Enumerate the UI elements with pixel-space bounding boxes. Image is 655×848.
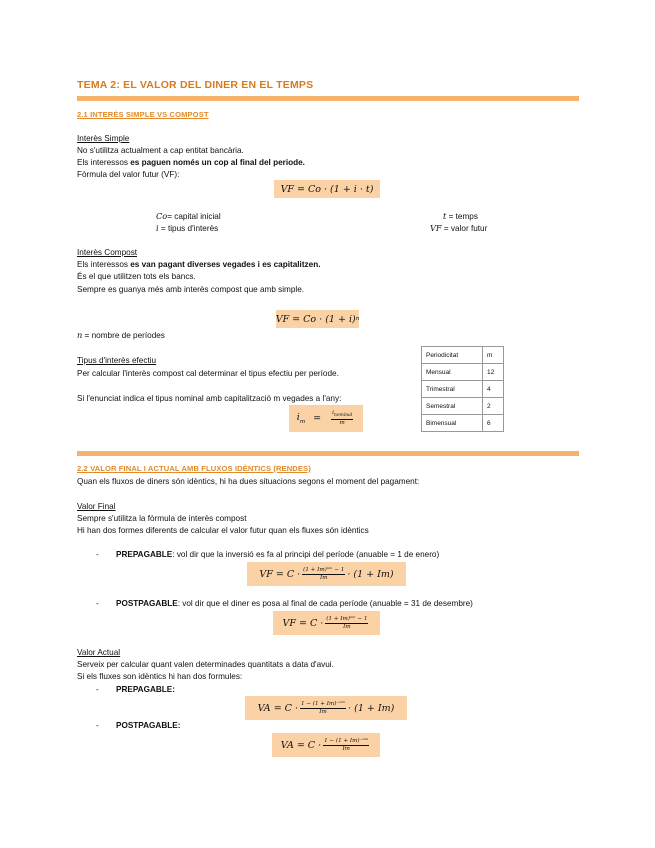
formula-va-post-den: Im (342, 745, 350, 752)
table-row (422, 398, 504, 415)
vf-postpagable-label: POSTPAGABLE (116, 599, 178, 608)
n-legend-text: = nombre de períodes (82, 331, 165, 340)
compost-line1 (77, 259, 320, 271)
formula-efectiu-eq: = (313, 413, 322, 424)
table-cell: Trimestral (422, 381, 483, 398)
table-cell: Semestral (422, 398, 483, 415)
vf-prepagable-text: : vol dir que la inversió es fa al principi del període (anuable = 1 de enero) (172, 550, 440, 559)
table-row (422, 381, 504, 398)
formula-vf-compost (276, 310, 359, 328)
section-heading-2-1: 2.1 INTERÈS SIMPLE VS COMPOST (77, 110, 209, 119)
n-legend-symbol: n (77, 330, 83, 340)
page-title: TEMA 2: EL VALOR DEL DINER EN EL TEMPS (77, 79, 314, 91)
formula-efectiu-lhs-sub: m (299, 418, 306, 425)
formula-vf-compost-exp: n (355, 316, 360, 322)
va-prepagable (116, 684, 175, 696)
formula-vf-pre-lhs: VF = C · (259, 568, 301, 580)
formula-efectiu (289, 405, 363, 432)
formula-efectiu-den: m (339, 420, 345, 427)
formula-vf-pre-den: Im (319, 574, 328, 581)
va-prepagable-colon: : (172, 685, 175, 694)
formula-va-pre-fraction (300, 701, 346, 716)
vf-heading: Valor Final (77, 502, 116, 511)
vf-line1: Sempre s'utilitza la fòrmula de interès compost (77, 514, 247, 523)
formula-vf-post-fraction (325, 616, 368, 631)
va-line2: Si els fluxes son idèntics hi han dos formules: (77, 672, 243, 681)
va-prepagable-label: PREPAGABLE (116, 685, 173, 694)
formula-efectiu-num-sub: nominal (333, 413, 353, 419)
legend-i-symbol: i (156, 223, 159, 233)
formula-efectiu-fraction (331, 410, 353, 427)
legend-co-symbol: Co (156, 211, 168, 221)
formula-vf-postpagable (273, 611, 380, 635)
efectiu-heading: Tipus d'interès efectiu (77, 356, 157, 365)
formula-vf-compost-base: VF = Co · (1 + i) (275, 313, 356, 325)
formula-vf-post-lhs: VF = C · (282, 617, 324, 629)
compost-line1-text: Els interessos (77, 260, 131, 269)
simple-line2-text: Els interessos (77, 158, 131, 167)
legend-t-symbol: t (443, 211, 447, 221)
title-divider (77, 96, 579, 101)
bullet-dash: - (96, 685, 99, 694)
formula-va-pre-rhs: · (1 + Im) (348, 702, 395, 714)
formula-va-post-fraction (323, 738, 369, 753)
table-cell: Mensual (422, 364, 483, 381)
formula-va-prepagable (245, 696, 407, 720)
formula-efectiu-lhs (297, 412, 305, 425)
table-row (422, 364, 504, 381)
formula-efectiu-num-sym: i (332, 409, 334, 416)
section-heading-2-2: 2.2 VALOR FINAL I ACTUAL AMB FLUXOS IDÈNTICS (RENDES) (77, 464, 311, 473)
efectiu-line2: Si l'enunciat indica el tipus nominal amb capitalització m vegades a l'any: (77, 394, 342, 403)
table-row (422, 415, 504, 432)
formula-vf-post-den: Im (343, 623, 351, 630)
table-cell: m (483, 347, 504, 364)
simple-line2-bold: es paguen només un cop al final del periode. (130, 158, 305, 167)
vf-postpagable (116, 598, 473, 610)
formula-vf-pre-num: (1 + Im)ⁿᵐ − 1 (303, 566, 345, 573)
va-heading: Valor Actual (77, 648, 121, 657)
compost-line2: És el que utilitzen tots els bancs. (77, 272, 196, 281)
legend-vf-text: = valor futur (441, 224, 488, 233)
table-cell: 6 (483, 415, 504, 432)
periodicity-table (421, 346, 504, 432)
vf-prepagable-label: PREPAGABLE (116, 550, 173, 559)
simple-line2 (77, 157, 305, 169)
table-cell: Bimensual (422, 415, 483, 432)
formula-va-postpagable (272, 733, 380, 757)
formula-efectiu-num (331, 410, 353, 420)
legend-vf-symbol: VF (430, 223, 442, 233)
simple-line1: No s'utilitza actualment a cap entitat bancària. (77, 146, 244, 155)
formula-va-pre-lhs: VA = C · (257, 702, 298, 714)
efectiu-line1: Per calcular l'interès compost cal determinar el tipus efectiu per període. (77, 369, 339, 378)
legend-co-text: = capital inicial (167, 212, 221, 221)
va-line1: Serveix per calcular quant valen determinades quantitats a data d'avui. (77, 660, 334, 669)
va-postpagable-label: POSTPAGABLE (116, 721, 178, 730)
periodicity-table-body (422, 347, 504, 432)
formula-vf-simple: VF = Co · (1 + i · t) (274, 180, 380, 198)
compost-heading: Interès Compost (77, 248, 138, 257)
bullet-dash: - (96, 721, 99, 730)
formula-vf-pre-fraction (302, 567, 345, 582)
vf-postpagable-text: : vol dir que el diner es posa al final de cada període (anuable = 31 de desembre) (177, 599, 473, 608)
va-postpagable (116, 720, 180, 732)
formula-va-pre-den: Im (319, 708, 327, 715)
table-cell: 12 (483, 364, 504, 381)
formula-efectiu-lhs-sym: i (296, 412, 300, 424)
legend-i-text: = tipus d'interès (158, 224, 219, 233)
legend-t-text: = temps (446, 212, 478, 221)
n-legend (77, 329, 165, 342)
simple-heading: Interès Simple (77, 134, 130, 143)
compost-line1-bold: es van pagant diverses vegades i es capitalitzen. (130, 260, 321, 269)
table-row (422, 347, 504, 364)
formula-va-post-num: 1 − (1 + Im)⁻ⁿᵐ (324, 737, 369, 744)
table-cell: 4 (483, 381, 504, 398)
simple-line3: Fòrmula del valor futur (VF): (77, 170, 180, 179)
section2-intro: Quan els fluxos de diners són idèntics, hi ha dues situacions segons el moment del pagament: (77, 477, 420, 486)
compost-line3: Sempre es guanya més amb interès compost que amb simple. (77, 285, 305, 294)
formula-vf-post-num: (1 + Im)ⁿᵐ − 1 (326, 615, 368, 622)
formula-va-post-lhs: VA = C · (280, 739, 322, 751)
table-cell: Periodicitat (422, 347, 483, 364)
vf-line2: Hi han dos formes diferents de calcular el valor futur quan els fluxes són idèntics (77, 526, 369, 535)
table-cell: 2 (483, 398, 504, 415)
va-postpagable-colon: : (177, 721, 181, 730)
vf-prepagable (116, 549, 439, 561)
section-divider (77, 451, 579, 456)
legend-vf (430, 222, 487, 235)
legend-i (156, 222, 218, 235)
bullet-dash: - (96, 599, 99, 608)
formula-vf-prepagable (247, 562, 406, 586)
formula-vf-pre-rhs: · (1 + Im) (347, 568, 394, 580)
formula-va-pre-num: 1 − (1 + Im)⁻ⁿᵐ (300, 700, 346, 707)
bullet-dash: - (96, 550, 99, 559)
